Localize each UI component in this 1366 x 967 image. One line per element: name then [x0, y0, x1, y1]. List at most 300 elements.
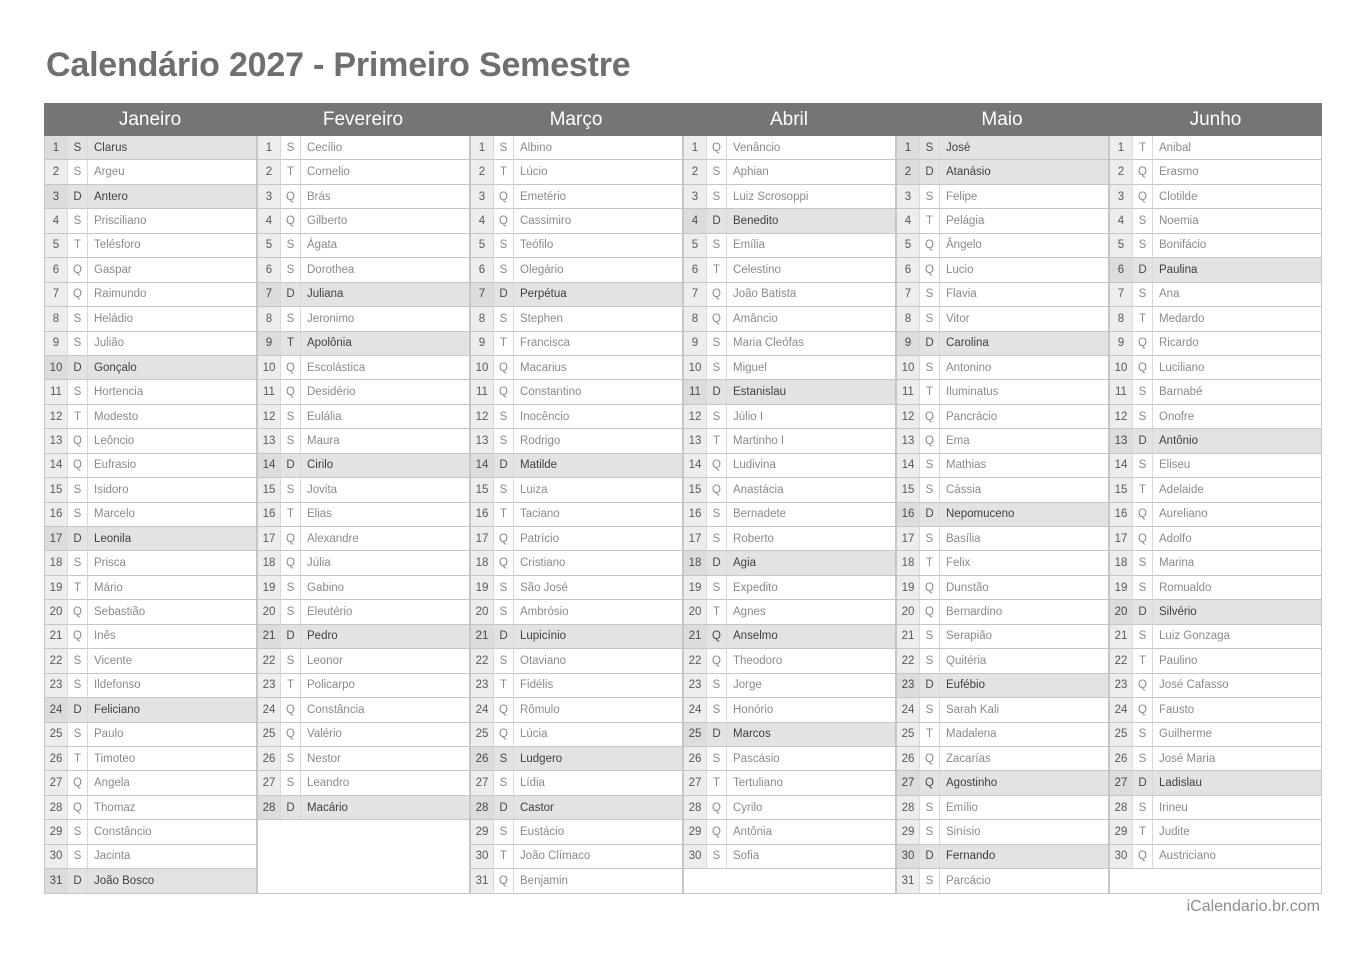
day-number: 13 — [257, 429, 281, 453]
day-number: 1 — [44, 136, 68, 160]
day-row[interactable] — [896, 478, 1109, 502]
day-row[interactable] — [257, 160, 470, 184]
saint-name: São José — [514, 576, 683, 600]
day-row[interactable] — [1109, 405, 1322, 429]
day-row[interactable] — [896, 551, 1109, 575]
day-row[interactable] — [44, 625, 257, 649]
day-row[interactable] — [44, 478, 257, 502]
saint-name: Sebastião — [88, 600, 257, 624]
day-row[interactable] — [470, 649, 683, 673]
saint-name: Rodrigo — [514, 429, 683, 453]
day-of-week-letter: Q — [1133, 160, 1153, 184]
day-row[interactable] — [470, 723, 683, 747]
day-row[interactable] — [44, 185, 257, 209]
day-of-week-letter: S — [68, 723, 88, 747]
day-row[interactable] — [257, 527, 470, 551]
day-row[interactable] — [683, 576, 896, 600]
day-row[interactable] — [257, 600, 470, 624]
day-row[interactable] — [683, 283, 896, 307]
day-row[interactable] — [896, 283, 1109, 307]
day-row[interactable] — [1109, 649, 1322, 673]
day-row[interactable] — [257, 356, 470, 380]
day-row[interactable] — [257, 576, 470, 600]
saint-name: Olegário — [514, 258, 683, 282]
day-row[interactable] — [44, 600, 257, 624]
day-row[interactable] — [683, 454, 896, 478]
day-row[interactable] — [1109, 845, 1322, 869]
day-row[interactable] — [257, 478, 470, 502]
day-row[interactable] — [1109, 747, 1322, 771]
day-row[interactable] — [1109, 796, 1322, 820]
day-row[interactable] — [683, 747, 896, 771]
day-of-week-letter: S — [707, 747, 727, 771]
saint-name: Emetério — [514, 185, 683, 209]
day-row[interactable] — [683, 551, 896, 575]
day-number: 15 — [44, 478, 68, 502]
day-number: 2 — [896, 160, 920, 184]
day-number: 9 — [1109, 332, 1133, 356]
day-of-week-letter: D — [920, 845, 940, 869]
day-of-week-letter: S — [920, 454, 940, 478]
day-of-week-letter: T — [1133, 820, 1153, 844]
day-row[interactable] — [44, 454, 257, 478]
day-number: 28 — [1109, 796, 1133, 820]
day-row[interactable] — [257, 258, 470, 282]
saint-name: Eliseu — [1153, 454, 1322, 478]
day-row[interactable] — [1109, 380, 1322, 404]
day-number: 24 — [896, 698, 920, 722]
day-row[interactable] — [1109, 234, 1322, 258]
day-row[interactable] — [683, 600, 896, 624]
day-row[interactable] — [44, 503, 257, 527]
day-row[interactable] — [44, 576, 257, 600]
day-of-week-letter: Q — [920, 747, 940, 771]
saint-name: Emília — [727, 234, 896, 258]
day-row[interactable] — [683, 796, 896, 820]
day-row[interactable] — [470, 551, 683, 575]
day-of-week-letter: S — [494, 747, 514, 771]
day-row[interactable] — [44, 698, 257, 722]
day-row[interactable] — [470, 356, 683, 380]
month-header[interactable]: Março — [470, 103, 683, 136]
day-row[interactable] — [1109, 185, 1322, 209]
day-row[interactable] — [896, 356, 1109, 380]
day-row[interactable] — [683, 625, 896, 649]
day-row[interactable] — [683, 503, 896, 527]
day-number: 21 — [44, 625, 68, 649]
day-row[interactable] — [257, 698, 470, 722]
day-row[interactable] — [44, 796, 257, 820]
saint-name: Cornelio — [301, 160, 470, 184]
day-row[interactable] — [44, 356, 257, 380]
day-row[interactable] — [1109, 723, 1322, 747]
day-row[interactable] — [44, 209, 257, 233]
day-row[interactable] — [1109, 454, 1322, 478]
day-row[interactable] — [896, 185, 1109, 209]
day-row[interactable] — [470, 405, 683, 429]
day-row[interactable] — [1109, 356, 1322, 380]
day-number: 10 — [257, 356, 281, 380]
day-row[interactable] — [1109, 136, 1322, 160]
day-number: 26 — [470, 747, 494, 771]
day-row[interactable] — [470, 771, 683, 795]
day-of-week-letter: Q — [494, 527, 514, 551]
day-row[interactable] — [896, 160, 1109, 184]
day-row[interactable] — [44, 136, 257, 160]
saint-name: Flavia — [940, 283, 1109, 307]
day-row[interactable] — [470, 600, 683, 624]
day-row[interactable] — [257, 771, 470, 795]
day-row[interactable] — [683, 258, 896, 282]
saint-name: Cyrilo — [727, 796, 896, 820]
saint-name: Amâncio — [727, 307, 896, 331]
day-row[interactable] — [1109, 551, 1322, 575]
day-row[interactable] — [896, 649, 1109, 673]
day-of-week-letter: Q — [494, 209, 514, 233]
saint-name: Emílio — [940, 796, 1109, 820]
saint-name: Noemia — [1153, 209, 1322, 233]
saint-name: Bonifácio — [1153, 234, 1322, 258]
day-row[interactable] — [896, 698, 1109, 722]
day-row[interactable] — [44, 405, 257, 429]
day-row[interactable] — [257, 283, 470, 307]
day-row[interactable] — [683, 649, 896, 673]
day-row[interactable] — [44, 258, 257, 282]
day-of-week-letter: Q — [920, 771, 940, 795]
day-row[interactable] — [257, 332, 470, 356]
day-of-week-letter: S — [920, 625, 940, 649]
day-row[interactable] — [470, 625, 683, 649]
day-row[interactable] — [470, 869, 683, 893]
day-row[interactable] — [896, 234, 1109, 258]
day-row[interactable] — [44, 527, 257, 551]
day-row[interactable] — [257, 185, 470, 209]
day-row[interactable] — [257, 429, 470, 453]
day-row[interactable] — [896, 527, 1109, 551]
saint-name: Celestino — [727, 258, 896, 282]
day-row[interactable] — [257, 723, 470, 747]
day-of-week-letter: T — [68, 576, 88, 600]
day-row[interactable] — [1109, 600, 1322, 624]
day-row[interactable] — [470, 747, 683, 771]
day-row[interactable] — [896, 674, 1109, 698]
day-number: 11 — [683, 380, 707, 404]
day-row[interactable] — [896, 503, 1109, 527]
day-of-week-letter: D — [1133, 600, 1153, 624]
day-row[interactable] — [1109, 429, 1322, 453]
day-row[interactable] — [683, 845, 896, 869]
day-row[interactable] — [896, 209, 1109, 233]
day-of-week-letter: S — [920, 356, 940, 380]
day-row[interactable] — [683, 527, 896, 551]
day-of-week-letter: Q — [707, 796, 727, 820]
saint-name: Lúcio — [514, 160, 683, 184]
month-header[interactable]: Fevereiro — [257, 103, 470, 136]
saint-name: Mathias — [940, 454, 1109, 478]
day-row[interactable] — [896, 307, 1109, 331]
day-row[interactable] — [683, 234, 896, 258]
day-number: 14 — [683, 454, 707, 478]
day-of-week-letter: S — [1133, 234, 1153, 258]
day-row[interactable] — [257, 551, 470, 575]
day-of-week-letter: T — [1133, 307, 1153, 331]
saint-name: Ricardo — [1153, 332, 1322, 356]
day-of-week-letter: D — [281, 625, 301, 649]
saint-name: Medardo — [1153, 307, 1322, 331]
month-day-list — [896, 136, 1109, 894]
day-row[interactable] — [896, 796, 1109, 820]
day-row[interactable] — [470, 429, 683, 453]
day-row[interactable] — [257, 380, 470, 404]
saint-name: Judite — [1153, 820, 1322, 844]
day-row[interactable] — [44, 771, 257, 795]
day-row[interactable] — [44, 845, 257, 869]
day-row[interactable] — [896, 771, 1109, 795]
day-row[interactable] — [257, 503, 470, 527]
saint-name: Pelágia — [940, 209, 1109, 233]
day-row[interactable] — [44, 380, 257, 404]
day-row[interactable] — [470, 527, 683, 551]
month-header[interactable]: Janeiro — [44, 103, 257, 136]
day-row[interactable] — [1109, 160, 1322, 184]
day-row[interactable] — [1109, 283, 1322, 307]
day-row[interactable] — [683, 405, 896, 429]
month-column — [683, 103, 896, 894]
day-row[interactable] — [470, 209, 683, 233]
day-row[interactable] — [257, 649, 470, 673]
day-row[interactable] — [1109, 258, 1322, 282]
day-row[interactable] — [470, 332, 683, 356]
saint-name: Ludgero — [514, 747, 683, 771]
month-header[interactable]: Maio — [896, 103, 1109, 136]
day-row[interactable] — [683, 332, 896, 356]
day-row[interactable] — [470, 185, 683, 209]
day-row[interactable] — [44, 551, 257, 575]
saint-name: Macarius — [514, 356, 683, 380]
day-row[interactable] — [683, 380, 896, 404]
day-row[interactable] — [257, 234, 470, 258]
saint-name: José Cafasso — [1153, 674, 1322, 698]
saint-name: Theodoro — [727, 649, 896, 673]
day-number: 9 — [896, 332, 920, 356]
day-number: 31 — [470, 869, 494, 893]
day-row[interactable] — [470, 307, 683, 331]
day-row[interactable] — [1109, 674, 1322, 698]
day-row[interactable] — [1109, 478, 1322, 502]
day-row[interactable] — [896, 429, 1109, 453]
day-row[interactable] — [470, 258, 683, 282]
day-row[interactable] — [257, 625, 470, 649]
day-of-week-letter — [281, 820, 301, 844]
day-row[interactable] — [470, 283, 683, 307]
day-row[interactable] — [683, 136, 896, 160]
day-row[interactable] — [896, 747, 1109, 771]
day-row[interactable] — [470, 478, 683, 502]
saint-name: Anastácia — [727, 478, 896, 502]
day-number: 26 — [683, 747, 707, 771]
day-row[interactable] — [470, 380, 683, 404]
day-number: 11 — [470, 380, 494, 404]
day-row[interactable] — [683, 698, 896, 722]
day-row[interactable] — [896, 258, 1109, 282]
day-row[interactable] — [44, 820, 257, 844]
day-row[interactable] — [1109, 820, 1322, 844]
saint-name: Luiz Scrosoppi — [727, 185, 896, 209]
day-row[interactable] — [257, 209, 470, 233]
day-of-week-letter: Q — [707, 820, 727, 844]
saint-name: Luiza — [514, 478, 683, 502]
day-row[interactable] — [683, 209, 896, 233]
saint-name: Bernardino — [940, 600, 1109, 624]
day-row[interactable] — [44, 649, 257, 673]
day-row[interactable] — [470, 674, 683, 698]
saint-name: Gaspar — [88, 258, 257, 282]
day-row[interactable] — [1109, 307, 1322, 331]
day-of-week-letter: D — [494, 796, 514, 820]
day-row[interactable] — [44, 160, 257, 184]
day-row[interactable] — [470, 234, 683, 258]
day-row[interactable] — [896, 600, 1109, 624]
day-row[interactable] — [470, 136, 683, 160]
day-row[interactable] — [1109, 576, 1322, 600]
day-row[interactable] — [1109, 209, 1322, 233]
day-row[interactable] — [44, 723, 257, 747]
day-row[interactable] — [683, 429, 896, 453]
saint-name: Pancrácio — [940, 405, 1109, 429]
saint-name: Heládio — [88, 307, 257, 331]
day-of-week-letter: S — [68, 478, 88, 502]
day-number: 5 — [1109, 234, 1133, 258]
day-of-week-letter: S — [68, 160, 88, 184]
day-row[interactable] — [896, 625, 1109, 649]
day-row[interactable] — [896, 869, 1109, 893]
page-title: Calendário 2027 - Primeiro Semestre — [46, 46, 631, 84]
day-row[interactable] — [44, 869, 257, 893]
day-row[interactable] — [683, 674, 896, 698]
day-row[interactable] — [470, 698, 683, 722]
saint-name: Rômulo — [514, 698, 683, 722]
day-row[interactable] — [257, 747, 470, 771]
day-row[interactable] — [683, 820, 896, 844]
day-row[interactable] — [1109, 698, 1322, 722]
day-row[interactable] — [470, 820, 683, 844]
saint-name: Cecílio — [301, 136, 470, 160]
day-row[interactable] — [683, 160, 896, 184]
day-row[interactable] — [896, 576, 1109, 600]
day-row-empty — [257, 820, 470, 844]
day-row[interactable] — [896, 820, 1109, 844]
day-of-week-letter: S — [494, 234, 514, 258]
day-row[interactable] — [896, 405, 1109, 429]
day-row[interactable] — [1109, 527, 1322, 551]
day-number: 19 — [1109, 576, 1133, 600]
day-row[interactable] — [683, 307, 896, 331]
day-row[interactable] — [44, 234, 257, 258]
saint-name: Bernadete — [727, 503, 896, 527]
day-row[interactable] — [896, 332, 1109, 356]
day-row[interactable] — [257, 136, 470, 160]
day-row[interactable] — [257, 307, 470, 331]
day-of-week-letter: S — [494, 429, 514, 453]
day-number: 1 — [470, 136, 494, 160]
day-row[interactable] — [470, 796, 683, 820]
day-of-week-letter: S — [920, 283, 940, 307]
day-number: 18 — [470, 551, 494, 575]
day-number: 4 — [1109, 209, 1133, 233]
day-row[interactable] — [683, 356, 896, 380]
saint-name: Estanislau — [727, 380, 896, 404]
day-row[interactable] — [1109, 625, 1322, 649]
day-row[interactable] — [1109, 771, 1322, 795]
saint-name: Fausto — [1153, 698, 1322, 722]
day-row[interactable] — [896, 136, 1109, 160]
day-of-week-letter: D — [281, 283, 301, 307]
day-row[interactable] — [896, 845, 1109, 869]
day-row[interactable] — [44, 283, 257, 307]
day-number: 30 — [44, 845, 68, 869]
day-of-week-letter: T — [920, 723, 940, 747]
day-number: 9 — [44, 332, 68, 356]
day-row[interactable] — [683, 723, 896, 747]
day-row[interactable] — [470, 160, 683, 184]
day-row[interactable] — [44, 674, 257, 698]
saint-name: Ladislau — [1153, 771, 1322, 795]
day-number: 7 — [257, 283, 281, 307]
month-header[interactable]: Abril — [683, 103, 896, 136]
day-row[interactable] — [1109, 332, 1322, 356]
day-row[interactable] — [470, 454, 683, 478]
day-of-week-letter: S — [494, 649, 514, 673]
day-of-week-letter: S — [920, 698, 940, 722]
day-row[interactable] — [1109, 503, 1322, 527]
day-row[interactable] — [896, 723, 1109, 747]
day-number: 22 — [896, 649, 920, 673]
day-row[interactable] — [896, 380, 1109, 404]
day-number: 4 — [44, 209, 68, 233]
day-row[interactable] — [44, 332, 257, 356]
day-row[interactable] — [257, 454, 470, 478]
day-row[interactable] — [470, 845, 683, 869]
day-row[interactable] — [896, 454, 1109, 478]
day-row[interactable] — [44, 429, 257, 453]
day-row[interactable] — [683, 185, 896, 209]
day-row[interactable] — [683, 478, 896, 502]
day-row[interactable] — [683, 771, 896, 795]
day-of-week-letter: S — [707, 527, 727, 551]
saint-name: Castor — [514, 796, 683, 820]
saint-name: Paulo — [88, 723, 257, 747]
day-of-week-letter: S — [1133, 576, 1153, 600]
day-row[interactable] — [257, 405, 470, 429]
day-row[interactable] — [44, 307, 257, 331]
day-of-week-letter: S — [1133, 380, 1153, 404]
day-row[interactable] — [257, 796, 470, 820]
day-row[interactable] — [44, 747, 257, 771]
day-row[interactable] — [470, 503, 683, 527]
day-number: 23 — [257, 674, 281, 698]
day-row[interactable] — [257, 674, 470, 698]
saint-name: Hortencia — [88, 380, 257, 404]
day-number: 2 — [470, 160, 494, 184]
saint-name: Luciliano — [1153, 356, 1322, 380]
month-header[interactable]: Junho — [1109, 103, 1322, 136]
saint-name: Desidério — [301, 380, 470, 404]
day-of-week-letter: S — [281, 405, 301, 429]
day-number: 14 — [1109, 454, 1133, 478]
day-row[interactable] — [470, 576, 683, 600]
day-of-week-letter: Q — [920, 405, 940, 429]
day-number — [257, 845, 281, 869]
